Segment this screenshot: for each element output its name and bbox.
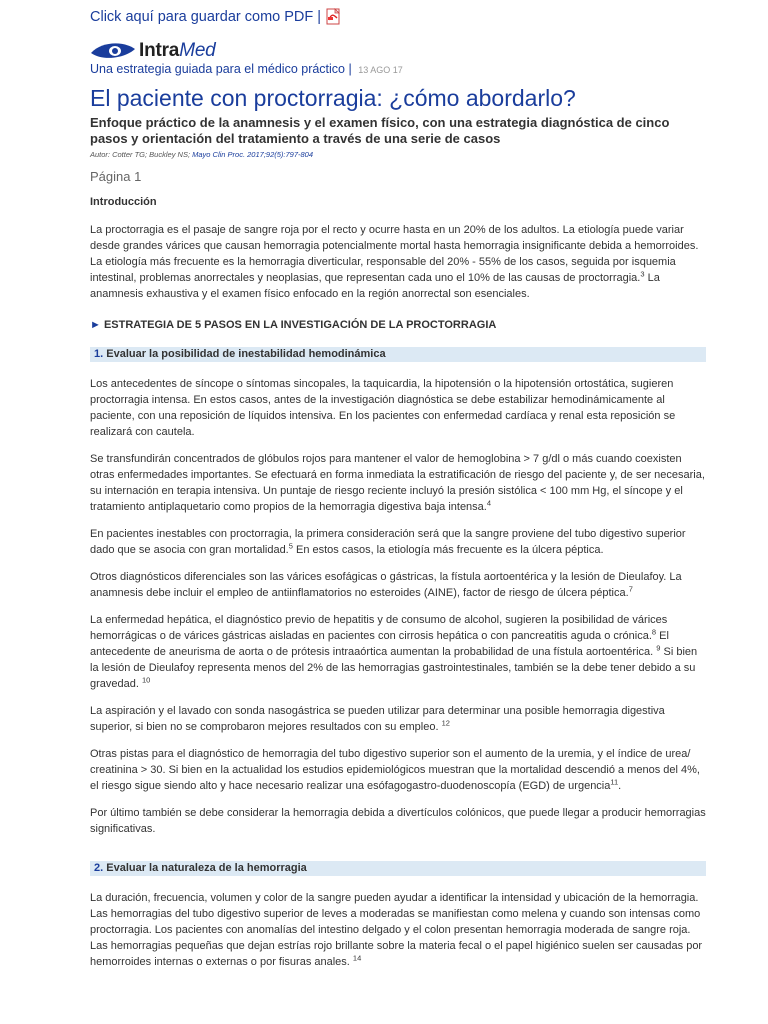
pdf-icon[interactable]	[325, 8, 342, 25]
paragraph-6: La aspiración y el lavado con sonda nasogástrica se pueden utilizar para determinar una posible hemorragia digestiva superior, si bien no se comprobaron mejores resultados con su empleo. $^{12}$	[90, 705, 665, 733]
paragraph-1: Los antecedentes de síncope o síntomas sincopales, la taquicardia, la hipotensión o la hipotensión ortostática, sugieren proctorragia intensa. En estos casos, antes de la investigación diagnóstica se debe estabilizar hemodinámicamente al paciente, con una reposición de líquidos intensiva. En los pacientes con enfermedad cardíaca y renal esta reposición se realizará con cautela.	[90, 378, 676, 438]
intramed-logo[interactable]	[90, 40, 216, 62]
paragraph-7: Otras pistas para el diagnóstico de hemorragia del tubo digestivo superior son el aumento de la uremia, y el índice de urea/ creatinina > 30. Si bien en la actualidad los estudios epidemiológicos muestran que la mortalidad descendió a menos del 4%, el riesgo sigue siendo alto y hace necesario realizar una esófagogastro-duodenoscopía (EGD) de urgencia$^{11}$.	[90, 748, 700, 792]
page-number: Página 1	[90, 169, 142, 184]
paragraph-9: La duración, frecuencia, volumen y color de la sangre pueden ayudar a identificar la intensidad y ubicación de la hemorragia. Las hemorragias del tubo digestivo superior de leves a moderadas se manifiestan como melena y cuando son intensas como proctorragia. Los pacientes con anomalías del intestino delgado y el colon presentan hemorragia moderada de sangre roja. Las hemorragias pequeñas que dejan estrías rojo brillante sobre la materia fecal o el papel higiénico suelen ser causadas por hemorroides internas o externas o por fisuras anales. $^{14}$	[90, 892, 703, 968]
journal-link[interactable]: Mayo Clin Proc. 2017;92(5):797-804	[192, 150, 314, 159]
triangle-arrow-icon: ►	[90, 319, 101, 331]
paragraph-4: Otros diagnósticos diferenciales son las várices esofágicas o gástricas, la fístula aortoentérica y la lesión de Dieulafoy. La anamnesis debe incluir el empleo de antiinflamatorios no esteroides (AINE), factor de riesgo de úlcera péptica.$^7$	[90, 571, 682, 599]
authors-line: Autor: Cotter TG; Buckley NS; Mayo Clin Proc. 2017;92(5):797-804	[90, 150, 314, 159]
step-1-heading: 1. Evaluar la posibilidad de inestabilidad hemodinámica	[90, 347, 706, 362]
article-title: El paciente con proctorragia: ¿cómo abordarlo?	[90, 85, 576, 111]
save-pdf-link[interactable]: Click aquí para guardar como PDF	[90, 8, 314, 25]
article-body	[90, 194, 706, 981]
paragraph-intro: La proctorragia es el pasaje de sangre roja por el recto y ocurre hasta en un 20% de los adultos. La etiología puede variar desde grandes várices que causan hemorragia potencialmente mortal hasta hemorragia insignificante debida a hemorroides. La etiología más frecuente es la hemorragia diverticular, responsable del 20% - 55% de los casos, seguida por isquemia intestinal, problemas anorrectales y neoplasias, que representan cada uno el 10% de las causas de proctorragia.$^3$ La anamnesis exhaustiva y el examen físico enfocado en la región anorrectal son esenciales.	[90, 224, 699, 300]
paragraph-2: Se transfundirán concentrados de glóbulos rojos para mantener el valor de hemoglobina > 7 g/dl o más cuando coexisten otras enfermedades importantes. Se efectuará en forma inmediata la estratificación de riesgo del paciente y, de ser necesaria, su internación en terapia intensiva. Un puntaje de riesgo reciente incluyó la presión sistólica < 100 mm Hg, el síncope y el tratamiento antiplaquetario como propios de la hemorragia digestiva baja intensa.$^4$	[90, 453, 705, 513]
article-subtitle: Enfoque práctico de la anamnesis y el examen físico, con una estrategia diagnóstica de cinco pasos y orientación del tratamiento a través de una serie de casos	[90, 115, 670, 146]
separator: |	[317, 8, 322, 25]
strategy-heading: ► ESTRATEGIA DE 5 PASOS EN LA INVESTIGACIÓN DE LA PROCTORRAGIA	[90, 319, 497, 331]
paragraph-5: La enfermedad hepática, el diagnóstico previo de hepatitis y de consumo de alcohol, sugieren la posibilidad de várices hemorrágicas o de várices gástricas aisladas en pacientes con cirrosis hepática o con pancreatitis aguda o crónica.$^8$ El antecedente de aneurisma de aorta o de prótesis intraaórtica aumentan la probabilidad de una fístula aortoentérica. $^9$ Si bien la lesión de Dieulafoy representa menos del 2% de las hemorragias gastrointestinales, también se la debe tener debido a su gravedad. $^{10}$	[90, 614, 698, 690]
logo-eye-icon	[90, 41, 136, 61]
paragraph-8: Por último también se debe considerar la hemorragia debida a divertículos colónicos, que puede llegar a producir hemorragias significativas.	[90, 807, 706, 835]
paragraph-3: En pacientes inestables con proctorragia, la primera consideración será que la sangre proviene del tubo digestivo superior dado que se asocia con gran mortalidad.$^5$ En estos casos, la etiología más frecuente es la úlcera péptica.	[90, 528, 686, 556]
logo-wordmark: IntraMed	[139, 40, 216, 61]
pdf-bar	[90, 8, 342, 25]
step-2-heading: 2. Evaluar la naturaleza de la hemorragia	[90, 861, 706, 876]
publish-date: 13 AGO 17	[358, 65, 403, 75]
section-heading-intro: Introducción	[90, 196, 157, 208]
tagline: Una estrategia guiada para el médico práctico | 13 AGO 17	[90, 62, 403, 76]
